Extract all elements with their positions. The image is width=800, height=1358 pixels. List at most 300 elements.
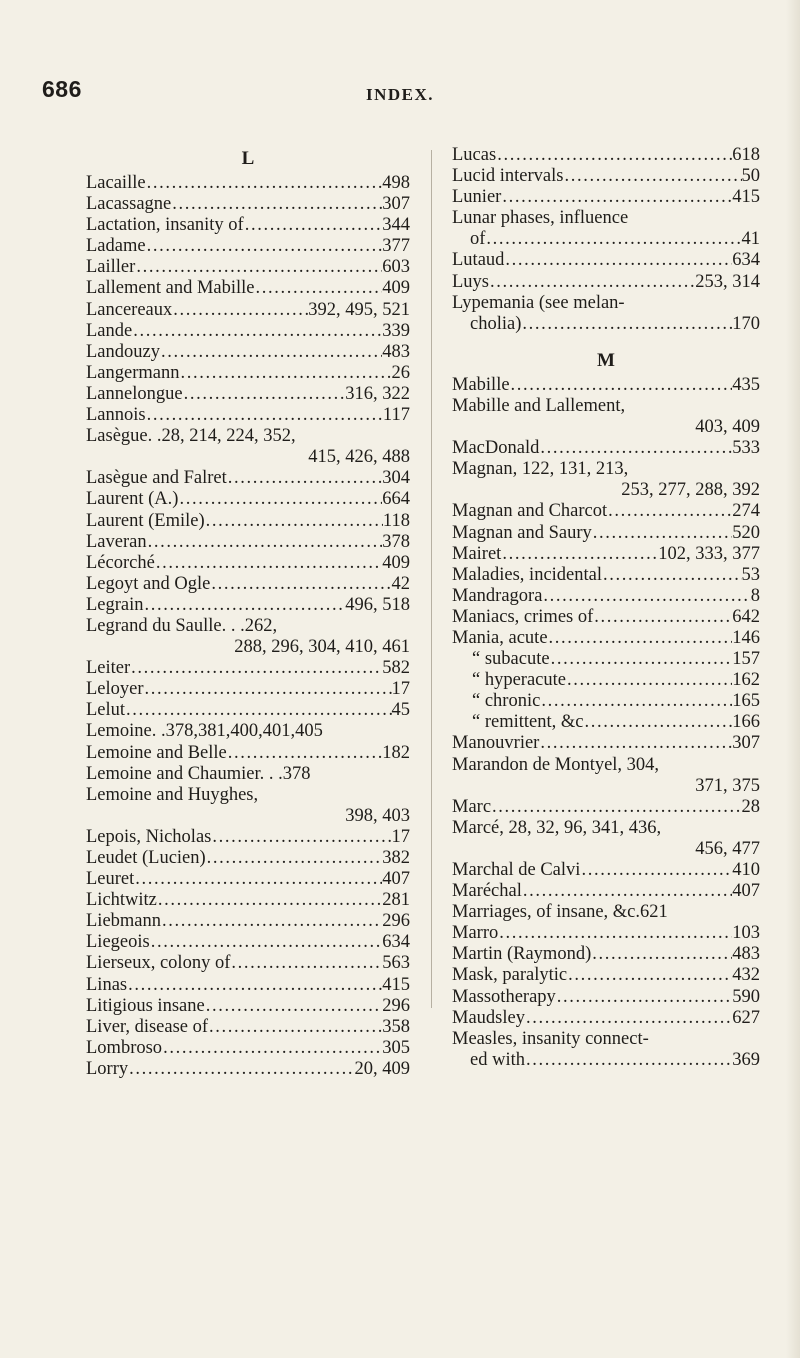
- entry-term: Mania, acute: [452, 627, 548, 648]
- entry-term: Liebmann: [86, 911, 162, 932]
- dot-leader: [208, 1017, 382, 1038]
- dot-leader: [592, 523, 733, 544]
- index-entry: [86, 785, 410, 806]
- index-entry: [86, 257, 410, 278]
- index-entry: [86, 679, 410, 700]
- entry-term: Massotherapy: [452, 986, 556, 1007]
- entry-pages: 603: [382, 257, 410, 278]
- entry-pages: 378: [382, 531, 410, 552]
- index-entry: [86, 616, 410, 637]
- dot-leader: [135, 257, 382, 278]
- entry-pages: 377: [382, 236, 410, 257]
- index-entry: [452, 607, 760, 628]
- entry-pages: 166: [732, 712, 760, 733]
- entry-term: Lucid intervals: [452, 166, 564, 187]
- entry-pages: 17: [391, 826, 410, 847]
- index-entry: [86, 658, 410, 679]
- dot-leader: [255, 278, 383, 299]
- entry-term: Lunier: [452, 187, 502, 208]
- entry-pages: 146: [732, 627, 760, 648]
- entry-term: ed with: [470, 1049, 525, 1070]
- dot-leader: [550, 649, 733, 670]
- entry-pages: 369: [732, 1049, 760, 1070]
- entry-pages: 17: [391, 679, 410, 700]
- entry-term: Langermann: [86, 362, 180, 383]
- dot-leader: [227, 468, 383, 489]
- index-entry-continuation: [86, 806, 410, 827]
- index-entry: [452, 923, 760, 944]
- entry-pages: 8: [750, 585, 760, 606]
- entry-pages: 117: [382, 405, 410, 426]
- entry-pages: 307: [732, 733, 760, 754]
- entry-pages: 42: [391, 573, 410, 594]
- index-entry: [86, 869, 410, 890]
- entry-term: Maréchal: [452, 881, 522, 902]
- entry-term: Litigious insane: [86, 995, 205, 1016]
- dot-leader: [206, 848, 383, 869]
- index-entry: [86, 953, 410, 974]
- entry-pages: 533: [732, 438, 760, 459]
- dot-leader: [498, 923, 732, 944]
- dot-leader: [525, 1050, 732, 1071]
- index-entry: [86, 996, 410, 1017]
- index-entries-l-continued: [452, 145, 760, 335]
- index-entry: [86, 511, 410, 532]
- dot-leader: [542, 586, 750, 607]
- entry-pages: 371, 375: [695, 775, 760, 796]
- dot-leader: [144, 679, 392, 700]
- entry-pages: 398, 403: [345, 805, 410, 826]
- dot-leader: [161, 911, 382, 932]
- index-column-right: [452, 145, 760, 1071]
- entry-pages: 415: [382, 974, 410, 995]
- index-entry: [86, 1017, 410, 1038]
- entry-pages: 409: [382, 278, 410, 299]
- entry-pages: 304: [382, 468, 410, 489]
- entry-pages: 305: [382, 1037, 410, 1058]
- dot-leader: [230, 953, 382, 974]
- index-entry: [86, 700, 410, 721]
- entry-pages: 182: [382, 742, 410, 763]
- entry-pages: 344: [382, 215, 410, 236]
- index-entry: [86, 911, 410, 932]
- dot-leader: [178, 489, 382, 510]
- entry-pages: 103: [732, 923, 760, 944]
- dot-leader: [539, 733, 732, 754]
- entry-pages: 316, 322: [345, 383, 410, 404]
- index-entry: [452, 459, 760, 480]
- index-entry: [86, 975, 410, 996]
- entry-pages: 435: [732, 374, 760, 395]
- entry-term: “ subacute: [472, 649, 550, 670]
- entry-term: Mask, paralytic: [452, 965, 568, 986]
- dot-leader: [539, 438, 732, 459]
- entry-term: Linas: [86, 974, 128, 995]
- index-entry: [452, 818, 760, 839]
- section-gap: [452, 335, 760, 347]
- dot-leader: [211, 827, 391, 848]
- dot-leader: [171, 194, 382, 215]
- entry-pages: 274: [732, 501, 760, 522]
- index-entry: [452, 797, 760, 818]
- dot-leader: [155, 553, 382, 574]
- dot-leader: [130, 658, 382, 679]
- index-entry: [452, 755, 760, 776]
- entry-term: Laveran: [86, 531, 147, 552]
- dot-leader: [591, 944, 732, 965]
- entry-pages: 520: [732, 522, 760, 543]
- index-entry: [86, 827, 410, 848]
- index-entry: [86, 890, 410, 911]
- dot-leader: [146, 236, 383, 257]
- dot-leader: [162, 1038, 382, 1059]
- entry-pages: 339: [382, 320, 410, 341]
- index-entry: [86, 278, 410, 299]
- index-entry: [452, 1050, 760, 1071]
- entry-pages: 53: [741, 564, 760, 585]
- index-entry: [86, 574, 410, 595]
- index-entry: [452, 544, 760, 565]
- entry-term: Lombroso: [86, 1037, 163, 1058]
- dot-leader: [510, 375, 733, 396]
- entry-pages: 456, 477: [695, 838, 760, 859]
- dot-leader: [580, 860, 732, 881]
- entry-term: “ hyperacute: [472, 670, 566, 691]
- section-letter-l: L: [241, 148, 255, 169]
- dot-leader: [205, 996, 383, 1017]
- dot-leader: [147, 532, 383, 553]
- index-entry: [452, 712, 760, 733]
- entry-pages: 664: [382, 489, 410, 510]
- entry-term: Magnan, 122, 131, 213,: [452, 459, 629, 480]
- entry-pages: 634: [382, 932, 410, 953]
- index-entry-continuation: [452, 776, 760, 797]
- entry-pages: 415: [732, 187, 760, 208]
- entry-term: Lepois, Nicholas: [86, 826, 212, 847]
- index-entry: [86, 321, 410, 342]
- dot-leader: [525, 1008, 732, 1029]
- dot-leader: [540, 691, 732, 712]
- dot-leader: [160, 342, 382, 363]
- entry-pages: 45: [391, 700, 410, 721]
- index-entry: [86, 426, 410, 447]
- entry-term: Lypemania (see melan-: [452, 292, 625, 313]
- index-entry: [452, 250, 760, 271]
- index-entry: [86, 532, 410, 553]
- dot-leader: [501, 544, 658, 565]
- entry-term: Leuret: [86, 869, 135, 890]
- index-entry: [452, 293, 760, 314]
- entry-pages: 288, 296, 304, 410, 461: [234, 637, 410, 658]
- dot-leader: [146, 173, 383, 194]
- entry-pages: 392, 495, 521: [308, 299, 410, 320]
- index-entry: [452, 208, 760, 229]
- index-entry: [86, 236, 410, 257]
- entry-term: Marc: [452, 796, 492, 817]
- dot-leader: [127, 975, 382, 996]
- entry-term: Lunar phases, influence: [452, 208, 629, 229]
- entry-pages: 102, 333, 377: [658, 543, 760, 564]
- entry-term: Marriages, of insane, &c.621: [452, 902, 668, 923]
- index-entry: [452, 628, 760, 649]
- dot-leader: [210, 574, 391, 595]
- index-entry: [86, 553, 410, 574]
- index-entry: [452, 586, 760, 607]
- entry-term: Lailler: [86, 257, 136, 278]
- dot-leader: [504, 250, 732, 271]
- entry-pages: 618: [732, 145, 760, 165]
- entry-term: Marchal de Calvi: [452, 860, 581, 880]
- entry-pages: 496, 518: [345, 594, 410, 615]
- entry-term: Lorry: [86, 1058, 129, 1079]
- index-entry: [452, 272, 760, 293]
- entry-term: Marandon de Montyel, 304,: [452, 754, 660, 775]
- index-column-left: [86, 145, 410, 1080]
- index-entry: [86, 300, 410, 321]
- entry-term: Maniacs, crimes of: [452, 606, 594, 627]
- entry-term: Lasègue. .28, 214, 224, 352,: [86, 426, 296, 447]
- entry-pages: 20, 409: [354, 1058, 410, 1079]
- entry-term: Lemoine. .378,381,400,401,405: [86, 721, 323, 742]
- dot-leader: [496, 145, 732, 166]
- entry-term: Maudsley: [452, 1007, 525, 1028]
- index-entry: [86, 489, 410, 510]
- index-entry: [452, 987, 760, 1008]
- entry-term: cholia): [470, 313, 522, 334]
- index-entry: [86, 215, 410, 236]
- dot-leader: [522, 881, 732, 902]
- entry-term: Martin (Raymond): [452, 944, 592, 965]
- entry-term: Lemoine and Huyghes,: [86, 784, 259, 805]
- entry-term: Mabille and Lallement,: [452, 395, 626, 416]
- running-head: INDEX.: [365, 85, 435, 104]
- entry-pages: 403, 409: [695, 417, 760, 438]
- dot-leader: [227, 743, 382, 764]
- index-entry: [452, 396, 760, 417]
- entry-term: Lutaud: [452, 250, 505, 271]
- index-entry: [452, 187, 760, 208]
- entry-pages: 41: [741, 229, 760, 250]
- entry-pages: 296: [382, 995, 410, 1016]
- entry-term: Magnan and Saury: [452, 522, 592, 543]
- dot-leader: [563, 166, 741, 187]
- entry-pages: 410: [732, 860, 760, 880]
- entry-term: Lucas: [452, 145, 497, 165]
- index-entry: [452, 501, 760, 522]
- dot-leader: [548, 628, 733, 649]
- index-entry-continuation: [452, 480, 760, 501]
- dot-leader: [132, 321, 382, 342]
- entry-term: Legrain: [86, 594, 144, 615]
- entry-term: Lallement and Mabille: [86, 278, 255, 299]
- dot-leader: [134, 869, 382, 890]
- entry-term: Ladame: [86, 236, 146, 257]
- dot-leader: [157, 890, 382, 911]
- entry-pages: 483: [732, 944, 760, 965]
- entry-term: MacDonald: [452, 438, 540, 459]
- entry-term: Luys: [452, 271, 489, 292]
- index-entry: [452, 375, 760, 396]
- column-divider: [431, 150, 432, 1008]
- index-entries-m: [452, 375, 760, 1071]
- index-entry: [86, 1038, 410, 1059]
- entry-term: Lannois: [86, 405, 146, 426]
- index-entry: [452, 314, 760, 335]
- page-edge-shadow: [786, 0, 800, 1358]
- entry-term: Lichtwitz: [86, 890, 157, 911]
- dot-leader: [150, 932, 383, 953]
- index-entry: [452, 881, 760, 902]
- dot-leader: [583, 712, 732, 733]
- index-entry: [86, 342, 410, 363]
- index-entry: [86, 363, 410, 384]
- dot-leader: [593, 607, 732, 628]
- section-letter-m: M: [597, 349, 615, 371]
- entry-pages: 483: [382, 341, 410, 362]
- entry-term: Legoyt and Ogle: [86, 573, 211, 594]
- index-entry: [452, 229, 760, 250]
- entry-term: Lelut: [86, 700, 126, 721]
- entry-pages: 409: [382, 552, 410, 573]
- entry-term: “ chronic: [472, 691, 541, 712]
- index-entry: [86, 1059, 410, 1080]
- dot-leader: [491, 797, 741, 818]
- entry-term: Lacaille: [86, 173, 146, 193]
- index-entry: [86, 743, 410, 764]
- entry-term: Laurent (Emile): [86, 510, 205, 531]
- index-entry: [86, 595, 410, 616]
- entry-pages: 358: [382, 1016, 410, 1037]
- index-entry: [452, 691, 760, 712]
- entry-term: Measles, insanity connect-: [452, 1028, 649, 1049]
- entry-term: Landouzy: [86, 341, 160, 362]
- index-entry-continuation: [86, 637, 410, 658]
- index-entry: [452, 565, 760, 586]
- entry-term: Mandragora: [452, 585, 543, 606]
- entry-pages: 26: [391, 362, 410, 383]
- entry-pages: 162: [732, 670, 760, 691]
- entry-term: of: [470, 229, 486, 250]
- entry-term: Lécorché: [86, 552, 155, 573]
- entry-pages: 118: [382, 510, 410, 531]
- page-number: 686: [42, 76, 82, 102]
- dot-leader: [602, 565, 741, 586]
- entry-pages: 590: [732, 986, 760, 1007]
- index-entry: [452, 649, 760, 670]
- entry-pages: 627: [732, 1007, 760, 1028]
- index-entry: [452, 438, 760, 459]
- index-entry: [86, 468, 410, 489]
- entry-term: Legrand du Saulle. . .262,: [86, 615, 278, 636]
- index-entry: [452, 166, 760, 187]
- entry-term: Mairet: [452, 543, 502, 564]
- entry-term: Lierseux, colony of: [86, 953, 231, 974]
- entry-term: Marcé, 28, 32, 96, 341, 436,: [452, 817, 662, 838]
- entry-pages: 582: [382, 658, 410, 679]
- dot-leader: [144, 595, 346, 616]
- index-entry: [452, 145, 760, 166]
- entry-pages: 642: [732, 606, 760, 627]
- index-entry: [452, 670, 760, 691]
- entry-term: Maladies, incidental: [452, 564, 603, 585]
- entry-pages: 296: [382, 911, 410, 932]
- dot-leader: [172, 300, 308, 321]
- index-entry: [452, 944, 760, 965]
- dot-leader: [566, 670, 732, 691]
- entry-pages: 407: [732, 881, 760, 902]
- dot-leader: [607, 501, 732, 522]
- index-entry: [452, 860, 760, 881]
- entry-pages: 157: [732, 649, 760, 670]
- entry-term: Leudet (Lucien): [86, 848, 206, 868]
- index-entry-continuation: [86, 447, 410, 468]
- index-entry: [86, 848, 410, 869]
- index-entry-continuation: [452, 417, 760, 438]
- dot-leader: [146, 405, 383, 426]
- dot-leader: [128, 1059, 354, 1080]
- entry-term: Leiter: [86, 658, 131, 679]
- entry-term: Lannelongue: [86, 383, 183, 404]
- index-entry: [86, 384, 410, 405]
- entry-term: Lemoine and Chaumier. . .378: [86, 763, 311, 784]
- index-entry: [452, 1029, 760, 1050]
- entry-term: Leloyer: [86, 679, 144, 700]
- dot-leader: [556, 987, 732, 1008]
- dot-leader: [485, 229, 741, 250]
- entry-term: Lemoine and Belle: [86, 742, 227, 763]
- dot-leader: [205, 511, 383, 532]
- dot-leader: [180, 363, 392, 384]
- entry-term: Liegeois: [86, 932, 150, 953]
- entry-term: Marro: [452, 923, 499, 944]
- entry-pages: 253, 314: [695, 271, 760, 292]
- index-entry: [86, 194, 410, 215]
- entry-pages: 432: [732, 965, 760, 986]
- entry-pages: 28: [741, 796, 760, 817]
- dot-leader: [244, 215, 383, 236]
- entry-term: Magnan and Charcot: [452, 501, 608, 522]
- entry-pages: 563: [382, 953, 410, 974]
- entry-term: Liver, disease of: [86, 1016, 209, 1037]
- entry-pages: 170: [732, 313, 760, 334]
- index-entry: [86, 405, 410, 426]
- index-entry: [86, 173, 410, 194]
- entry-pages: 307: [382, 194, 410, 215]
- index-entry: [452, 902, 760, 923]
- entry-term: Laurent (A.): [86, 489, 179, 510]
- index-entry: [452, 733, 760, 754]
- entry-pages: 634: [732, 250, 760, 271]
- entry-pages: 415, 426, 488: [308, 447, 410, 468]
- entry-pages: 50: [741, 166, 760, 187]
- entry-pages: 281: [382, 890, 410, 911]
- index-entry-continuation: [452, 839, 760, 860]
- entry-term: Mabille: [452, 374, 510, 395]
- entry-pages: 382: [382, 848, 410, 868]
- dot-leader: [125, 700, 391, 721]
- entry-term: Manouvrier: [452, 733, 540, 754]
- index-entry: [86, 764, 410, 785]
- entry-term: Lancereaux: [86, 299, 173, 320]
- entry-pages: 253, 277, 288, 392: [621, 480, 760, 501]
- index-entry: [452, 965, 760, 986]
- entry-term: “ remittent, &c: [472, 712, 584, 733]
- index-entry: [86, 932, 410, 953]
- entry-pages: 407: [382, 869, 410, 890]
- entry-term: Lacassagne: [86, 194, 172, 215]
- dot-leader: [183, 384, 346, 405]
- entry-term: Lactation, insanity of: [86, 215, 244, 236]
